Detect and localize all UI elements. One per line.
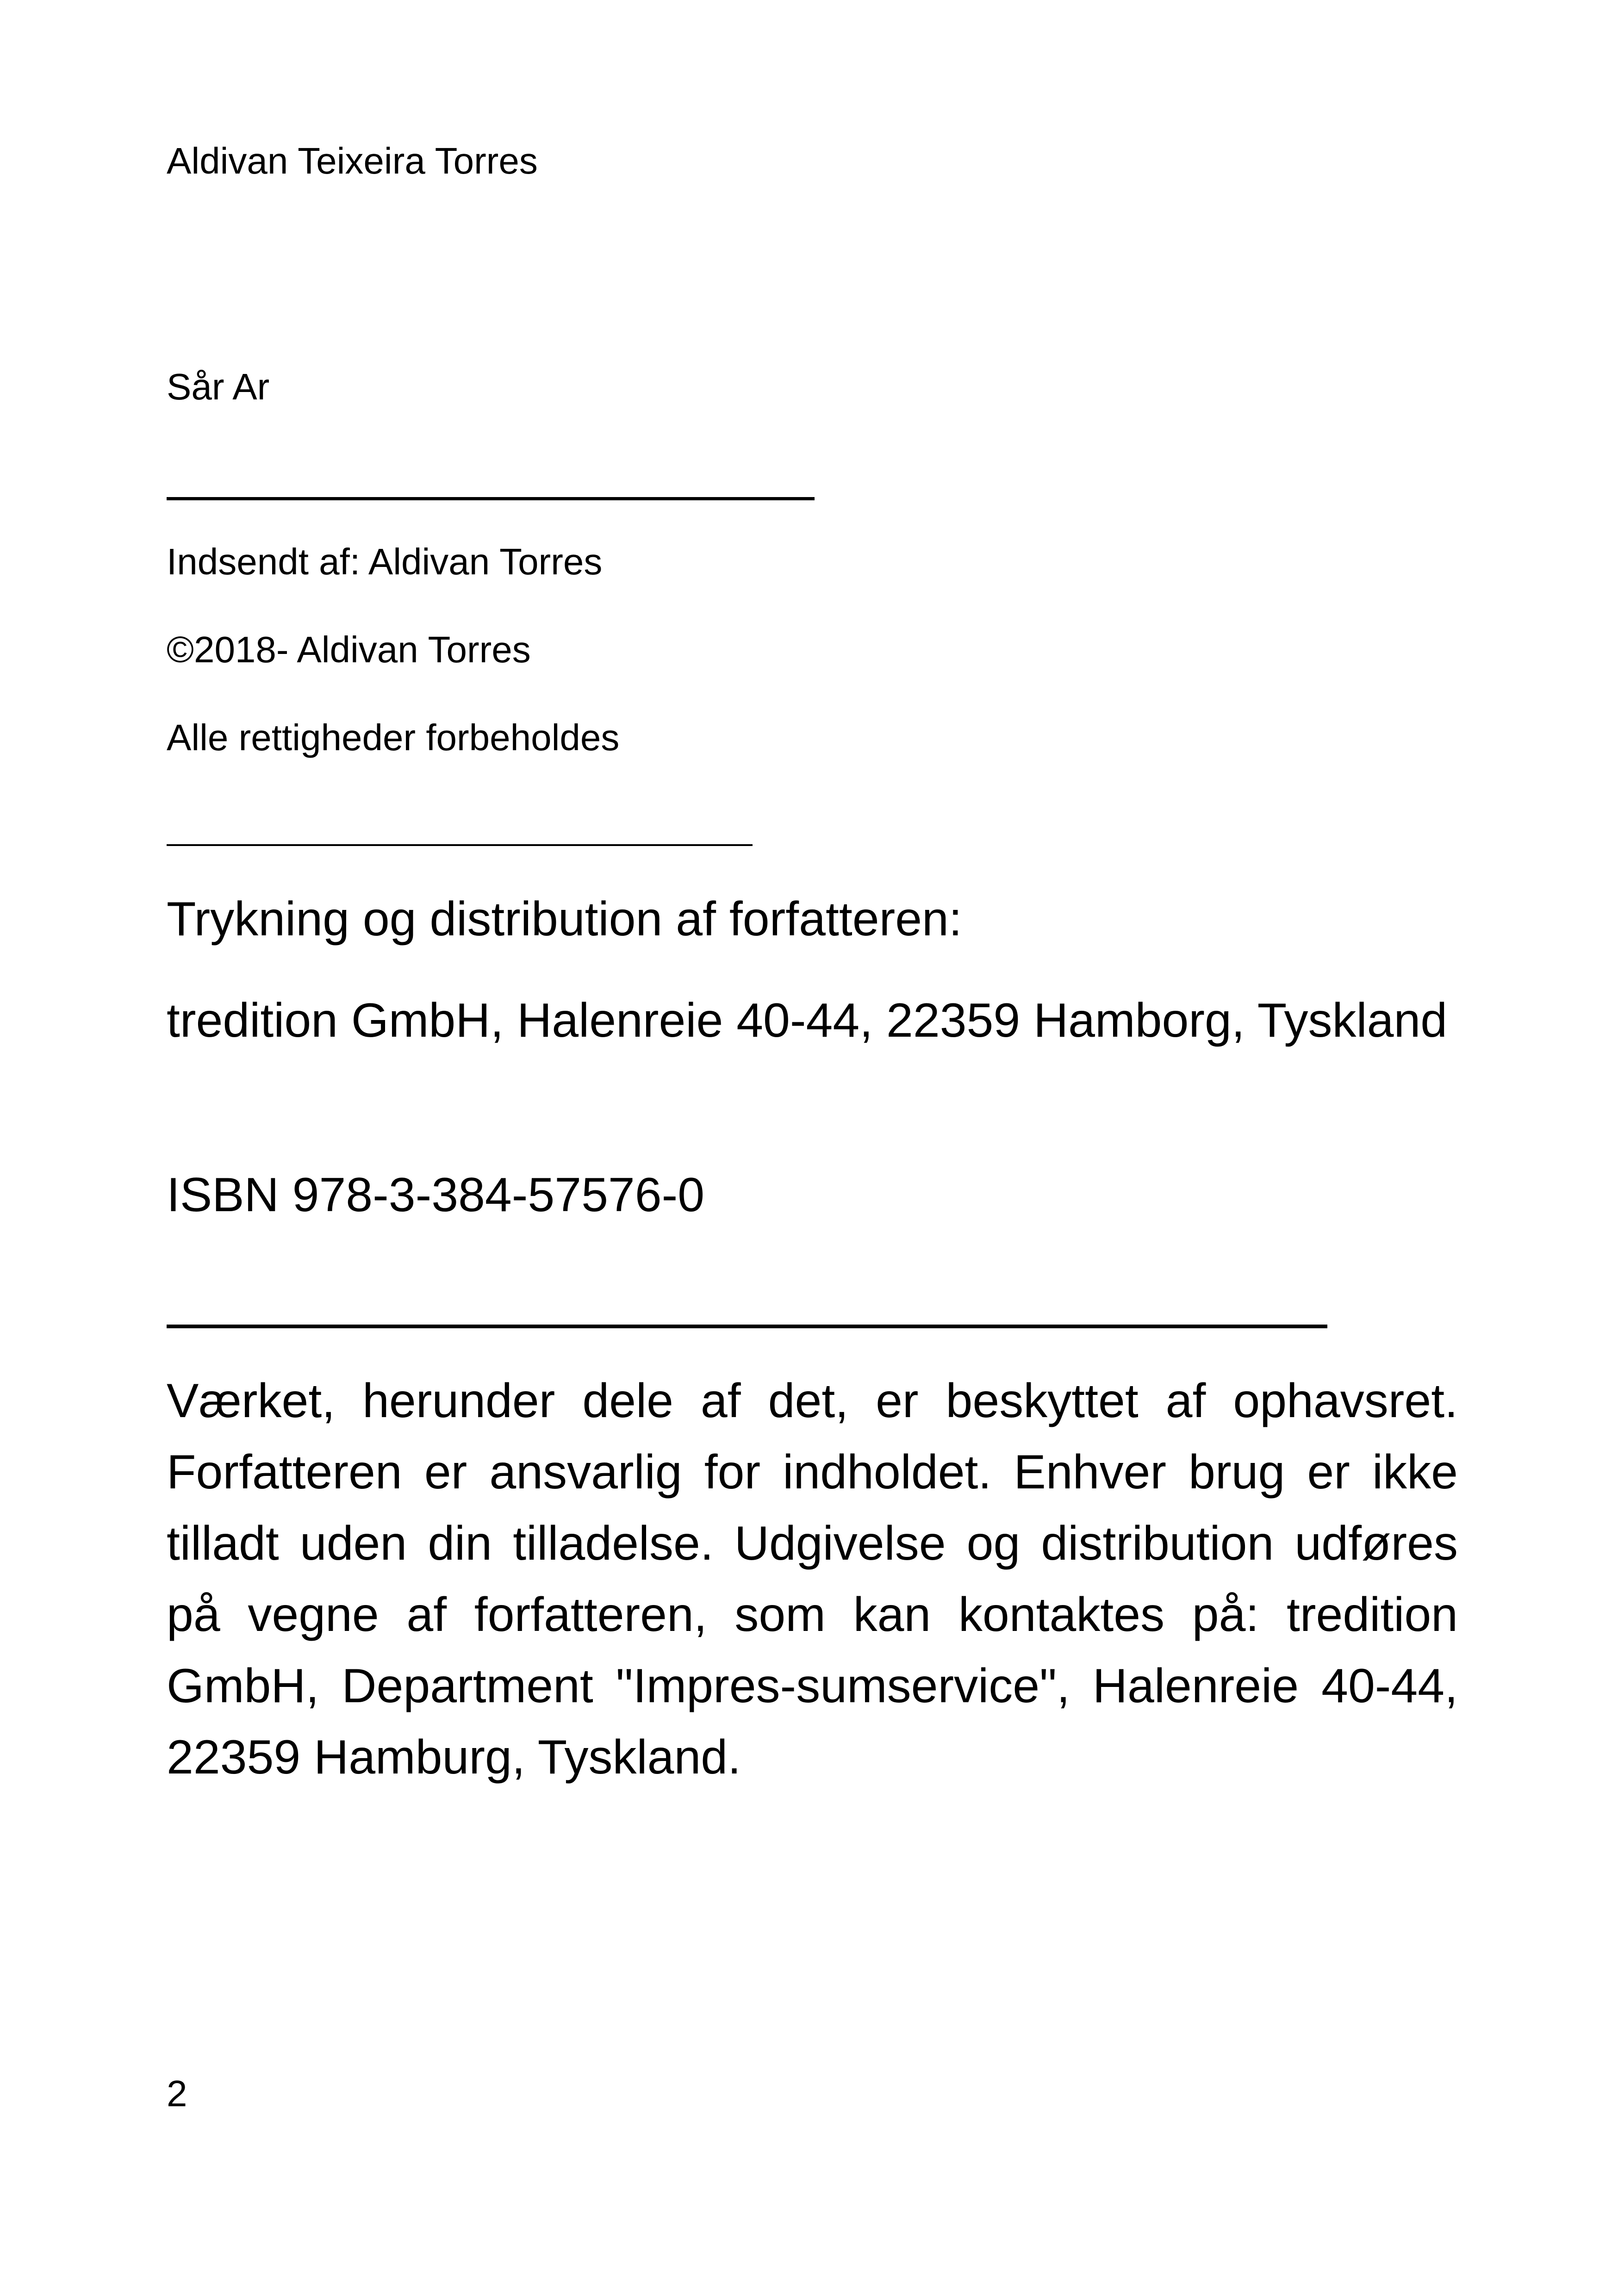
printer-address: tredition GmbH, Halenreie 40-44, 22359 Hamborg, Tyskland — [167, 994, 1448, 1047]
page-number: 2 — [167, 2073, 187, 2114]
copyright-notice: Værket, herunder dele af det, er beskyttet af ophavsret. Forfatteren er ansvarlig for indholdet. Enhver brug er ikke tilladt uden din tilladelse. Udgivelse og distribution udføres på vegne af forfatteren, som kan kontaktes på: tredition GmbH, Department "Impres-sumservice", Halenreie 40-44, 22359 Hamburg, Tyskland. — [167, 1374, 1458, 1784]
author-name: Aldivan Teixeira Torres — [167, 140, 538, 181]
rights-line: Alle rettigheder forbeholdes — [167, 717, 620, 758]
isbn-number: ISBN 978-3-384-57576-0 — [167, 1168, 705, 1222]
book-title: Sår Ar — [167, 366, 270, 407]
divider-rule — [167, 844, 753, 846]
submitted-by: Indsendt af: Aldivan Torres — [167, 541, 603, 582]
divider-rule — [167, 497, 815, 500]
printing-heading: Trykning og distribution af forfatteren: — [167, 892, 962, 946]
copyright-line: ©2018- Aldivan Torres — [167, 629, 531, 670]
divider-rule — [167, 1325, 1327, 1328]
